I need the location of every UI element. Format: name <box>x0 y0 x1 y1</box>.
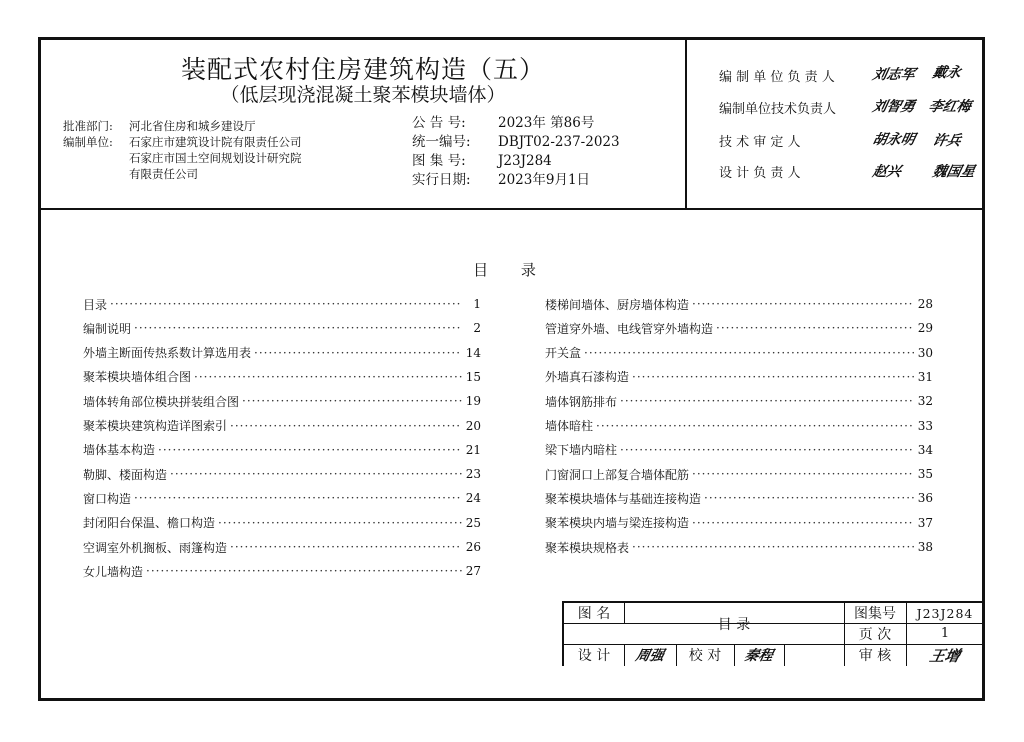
toc-leader-dots <box>632 370 914 384</box>
toc-entry-page: 15 <box>465 369 481 384</box>
toc-entry <box>545 489 933 507</box>
toc-entry-page: 26 <box>465 540 481 554</box>
toc-entry-title: 勒脚、楼面构造 <box>83 467 168 482</box>
toc-entry-title: 门窗洞口上部复合墙体配筋 <box>545 467 690 482</box>
toc-leader-dots <box>230 540 462 554</box>
toc-entry <box>83 392 481 410</box>
toc-entry-page: 31 <box>917 369 933 384</box>
atlas-subtitle: （低层现浇混凝土聚苯模块墙体） <box>220 84 506 106</box>
toc-entry <box>83 295 481 313</box>
toc-entry <box>545 319 933 337</box>
unified-no-label: 统一编号: <box>412 134 471 150</box>
toc-entry-page: 36 <box>917 491 933 506</box>
signature: 胡永明 <box>871 132 917 148</box>
toc-entry <box>545 392 933 410</box>
toc-entry-page: 19 <box>465 394 481 409</box>
toc-entry-title: 外墙主断面传热系数计算选用表 <box>83 346 252 361</box>
toc-entry-title: 聚苯模块规格表 <box>545 540 630 555</box>
toc-entry-page: 32 <box>917 394 933 409</box>
toc-entry-title: 墙体钢筋排布 <box>545 394 618 409</box>
toc-leader-dots <box>146 564 462 578</box>
unified-no-value: DBJT02-237-2023 <box>498 134 620 150</box>
approval-block <box>63 118 302 182</box>
drawing-frame <box>38 37 985 701</box>
toc-leader-dots <box>218 516 462 530</box>
toc-entry <box>83 514 481 532</box>
design-signature: 周强 <box>634 648 666 664</box>
toc-entry-title: 墙体转角部位模块拼装组合图 <box>83 394 240 409</box>
toc-leader-dots <box>134 491 462 505</box>
toc-entry <box>545 417 933 435</box>
toc-entry-title: 外墙真石漆构造 <box>545 370 630 385</box>
review-signature: 王增 <box>927 646 962 665</box>
announcement-label: 公 告 号: <box>412 115 466 131</box>
toc-entry-page: 24 <box>465 491 481 506</box>
toc-entry-page: 33 <box>917 418 933 433</box>
toc-entry-title: 楼梯间墙体、厨房墙体构造 <box>545 297 690 312</box>
compiler-label: 编制单位: <box>63 135 113 149</box>
approval-label: 批准部门: <box>63 119 113 133</box>
signature: 李红梅 <box>927 99 973 115</box>
toc-leader-dots <box>620 443 914 457</box>
toc-entry-page: 20 <box>465 418 481 433</box>
toc-entry-title: 墙体暗柱 <box>545 419 594 433</box>
toc-entry-title: 窗口构造 <box>83 491 132 506</box>
header-info <box>41 40 687 208</box>
toc-entry-page: 21 <box>465 442 481 457</box>
page-label: 页 次 <box>858 626 892 643</box>
toc-entry-title: 女儿墙构造 <box>83 564 144 579</box>
responsibility-block <box>687 40 982 208</box>
toc-entry-title: 编制说明 <box>83 321 132 336</box>
toc-entry <box>83 489 481 507</box>
toc-entry-page: 34 <box>917 442 933 457</box>
toc-entry <box>83 344 481 362</box>
toc-entry-title: 聚苯模块墙体与基础连接构造 <box>545 491 702 506</box>
toc-entry-page: 2 <box>473 321 481 336</box>
toc-entry-title: 梁下墙内暗柱 <box>545 443 618 458</box>
toc-entry <box>545 344 933 362</box>
toc-leader-dots <box>632 540 914 554</box>
toc-leader-dots <box>716 321 914 335</box>
toc-entry <box>83 368 481 386</box>
toc-entry-title: 封闭阳台保温、檐口构造 <box>83 516 216 531</box>
effective-date-label: 实行日期: <box>412 172 471 188</box>
approval-value: 河北省住房和城乡建设厅 <box>129 119 256 133</box>
toc-entry-title: 聚苯模块内墙与梁连接构造 <box>545 516 690 531</box>
atlas-no-value: J23J284 <box>498 153 552 169</box>
toc-entry-page: 25 <box>465 515 481 530</box>
toc-leader-dots <box>692 516 914 530</box>
toc-entry-title: 聚苯模块建筑构造详图索引 <box>83 419 228 433</box>
page-number: 1 <box>940 626 950 641</box>
toc-entry-title: 管道穿外墙、电线管穿外墙构造 <box>545 321 714 336</box>
toc-entry-page: 23 <box>465 467 481 482</box>
toc-entry-title: 墙体基本构造 <box>83 443 156 458</box>
toc-entry-page: 37 <box>917 515 933 530</box>
atlas-no: J23J284 <box>916 605 974 621</box>
signature: 戴永 <box>931 65 963 81</box>
toc-entry <box>83 319 481 337</box>
toc-entry-page: 29 <box>917 321 933 336</box>
toc-entry <box>83 538 481 556</box>
design-label: 设 计 <box>577 648 611 664</box>
toc-leader-dots <box>620 394 914 408</box>
atlas-no-label: 图 集 号: <box>412 153 466 169</box>
toc-entry-page: 30 <box>917 345 933 360</box>
effective-date-value: 2023年9月1日 <box>498 172 591 188</box>
signature: 魏国星 <box>931 164 977 180</box>
signature: 赵兴 <box>871 164 903 180</box>
drawing-name: 目 录 <box>717 616 751 633</box>
signature: 刘智勇 <box>871 99 917 115</box>
toc-leader-dots <box>110 297 462 311</box>
toc-leader-dots <box>704 491 914 505</box>
toc-entry-title: 聚苯模块墙体组合图 <box>83 370 192 385</box>
toc-leader-dots <box>692 467 914 481</box>
toc-entry <box>545 441 933 459</box>
header <box>41 40 982 210</box>
toc-entry-page: 14 <box>465 345 481 360</box>
review-label: 审 核 <box>858 648 892 664</box>
announcement-value: 2023年 第86号 <box>498 115 595 131</box>
toc-entry <box>83 562 481 580</box>
toc-entry-page: 27 <box>465 564 481 579</box>
toc-entry <box>83 465 481 483</box>
signature: 刘志军 <box>871 67 917 83</box>
publication-info <box>412 114 620 190</box>
atlas-title: 装配式农村住房建筑构造（五） <box>180 55 545 84</box>
toc-entry <box>545 514 933 532</box>
toc-entry <box>545 538 933 556</box>
toc-entry <box>545 465 933 483</box>
compiler-line: 有限责任公司 <box>129 167 198 181</box>
technical-director-label: 编制单位技术负责人 <box>719 102 837 117</box>
toc-leader-dots <box>242 394 462 408</box>
toc-leader-dots <box>158 443 462 457</box>
responsible-person-label: 编 制 单 位 负 责 人 <box>719 70 835 85</box>
signature: 许兵 <box>931 133 963 149</box>
design-lead-label: 设 计 负 责 人 <box>719 166 801 181</box>
toc-title: 目 录 <box>473 261 550 279</box>
toc-leader-dots <box>194 370 462 384</box>
toc-leader-dots <box>596 419 914 433</box>
toc-entry-page: 1 <box>473 297 481 311</box>
toc-entry-page: 35 <box>917 467 933 482</box>
toc-leader-dots <box>254 346 462 360</box>
title-block <box>562 601 984 666</box>
toc-entry <box>83 417 481 435</box>
toc-entry <box>545 368 933 386</box>
check-label: 校 对 <box>688 648 722 664</box>
toc-entry-title: 开关盒 <box>545 346 582 361</box>
toc-leader-dots <box>584 346 914 360</box>
technical-reviewer-label: 技 术 审 定 人 <box>719 135 801 150</box>
compiler-line: 石家庄市国土空间规划设计研究院 <box>129 151 302 165</box>
toc-entry-page: 38 <box>917 540 933 554</box>
compiler-line: 石家庄市建筑设计院有限责任公司 <box>129 135 302 149</box>
toc-leader-dots <box>170 467 462 481</box>
toc-entry-page: 28 <box>917 297 933 311</box>
check-signature: 秦程 <box>743 648 775 664</box>
drawing-name-label: 图 名 <box>577 606 611 622</box>
toc-entry <box>83 441 481 459</box>
toc-leader-dots <box>134 321 462 335</box>
toc-entry-title: 目录 <box>83 297 108 312</box>
toc-entry-title: 空调室外机搁板、雨篷构造 <box>83 540 228 555</box>
atlas-no-label: 图集号 <box>854 606 896 622</box>
toc-entry <box>545 295 933 313</box>
toc-leader-dots <box>692 297 914 311</box>
toc-leader-dots <box>230 419 462 433</box>
